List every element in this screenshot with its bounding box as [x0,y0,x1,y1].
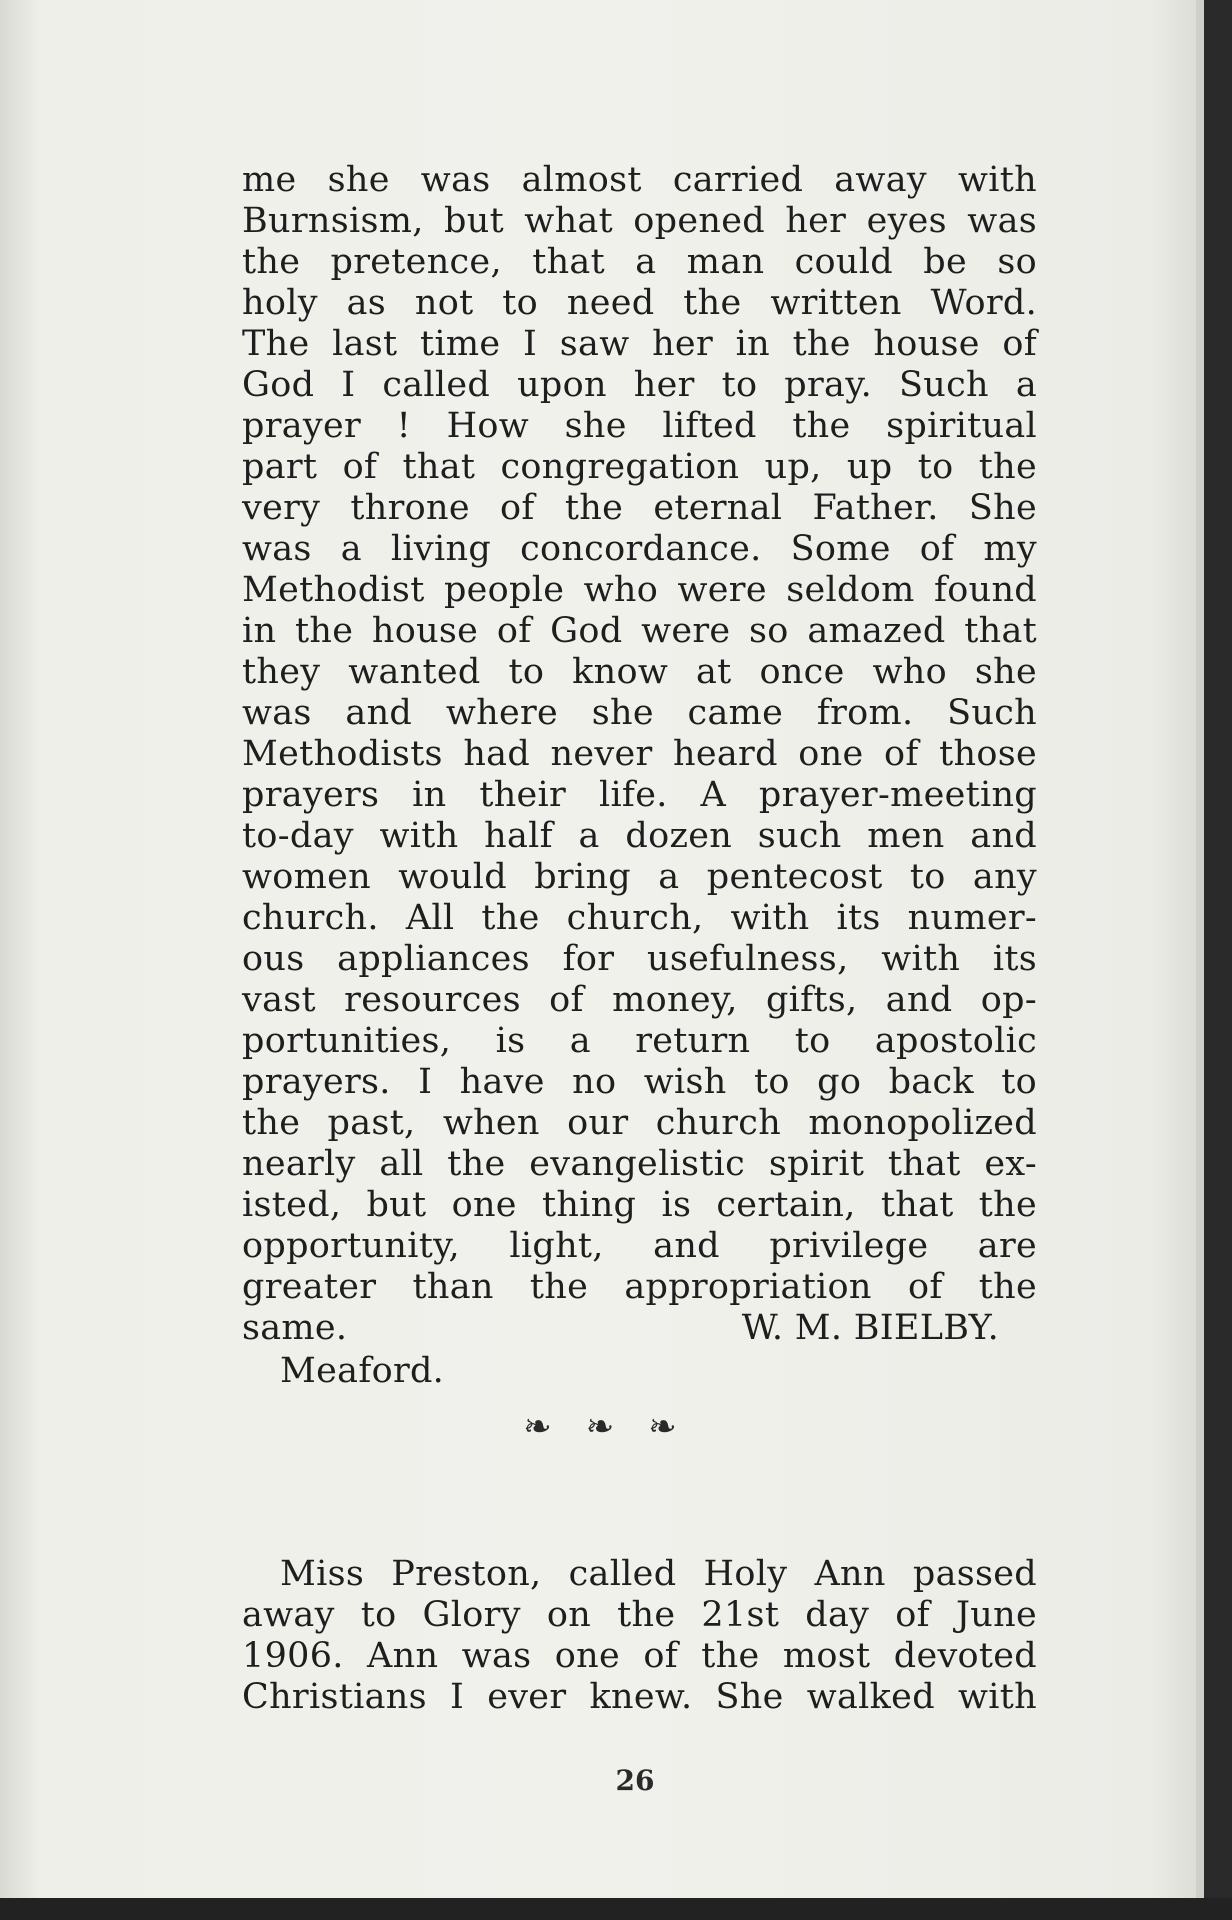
text-line: prayer ! How she lifted the spiritual [242,406,1037,446]
text-line: Miss Preston, called Holy Ann passed [280,1554,1037,1594]
text-line: women would bring a pentecost to any [242,857,1037,897]
text-line: ous appliances for usefulness, with its [242,939,1037,979]
text-line: away to Glory on the 21st day of June [242,1595,1037,1635]
page-edge [1196,0,1204,1898]
text-line: Christians I ever knew. She walked with [242,1677,1037,1717]
text-line: greater than the appropriation of the [242,1267,1037,1307]
page-number: 26 [615,1764,655,1797]
text-line: holy as not to need the written Word. [242,283,1037,323]
text-line: they wanted to know at once who she [242,652,1037,692]
scan-border-right [1204,0,1232,1920]
text-line: opportunity, light, and privilege are [242,1226,1037,1266]
text-line: nearly all the evangelistic spirit that ex- [242,1144,1037,1184]
scan-border-bottom [0,1898,1232,1920]
place-name: Meaford. [280,1351,445,1391]
text-line: 1906. Ann was one of the most devoted [242,1636,1037,1676]
text-line: Methodists had never heard one of those [242,734,1037,774]
text-line: portunities, is a return to apostolic [242,1021,1037,1061]
text-line: prayers. I have no wish to go back to [242,1062,1037,1102]
text-line: in the house of God were so amazed that [242,611,1037,651]
text-line: part of that congregation up, up to the [242,447,1037,487]
text-line: was a living concordance. Some of my [242,529,1037,569]
text-line: prayers in their life. A prayer-meeting [242,775,1037,815]
text-line: Methodist people who were seldom found [242,570,1037,610]
text-line: vast resources of money, gifts, and op- [242,980,1037,1020]
author-signature: W. M. BIELBY. [741,1308,999,1348]
text-line: God I called upon her to pray. Such a [242,365,1037,405]
section-ornament: ❧❧❧ [523,1407,711,1447]
text-line: isted, but one thing is certain, that the [242,1185,1037,1225]
text-line: was and where she came from. Such [242,693,1037,733]
letter-text [242,160,1037,1392]
second-paragraph [242,1554,1037,1718]
text-line: me she was almost carried away with [242,160,1037,200]
text-line: The last time I saw her in the house of [242,324,1037,364]
text-line: very throne of the eternal Father. She [242,488,1037,528]
signature-line [242,1308,1037,1349]
closing-word: same. [242,1308,348,1348]
text-line: the past, when our church monopolized [242,1103,1037,1143]
text-line: Burnsism, but what opened her eyes was [242,201,1037,241]
text-line: the pretence, that a man could be so [242,242,1037,282]
text-line: to-day with half a dozen such men and [242,816,1037,856]
text-line: church. All the church, with its numer- [242,898,1037,938]
